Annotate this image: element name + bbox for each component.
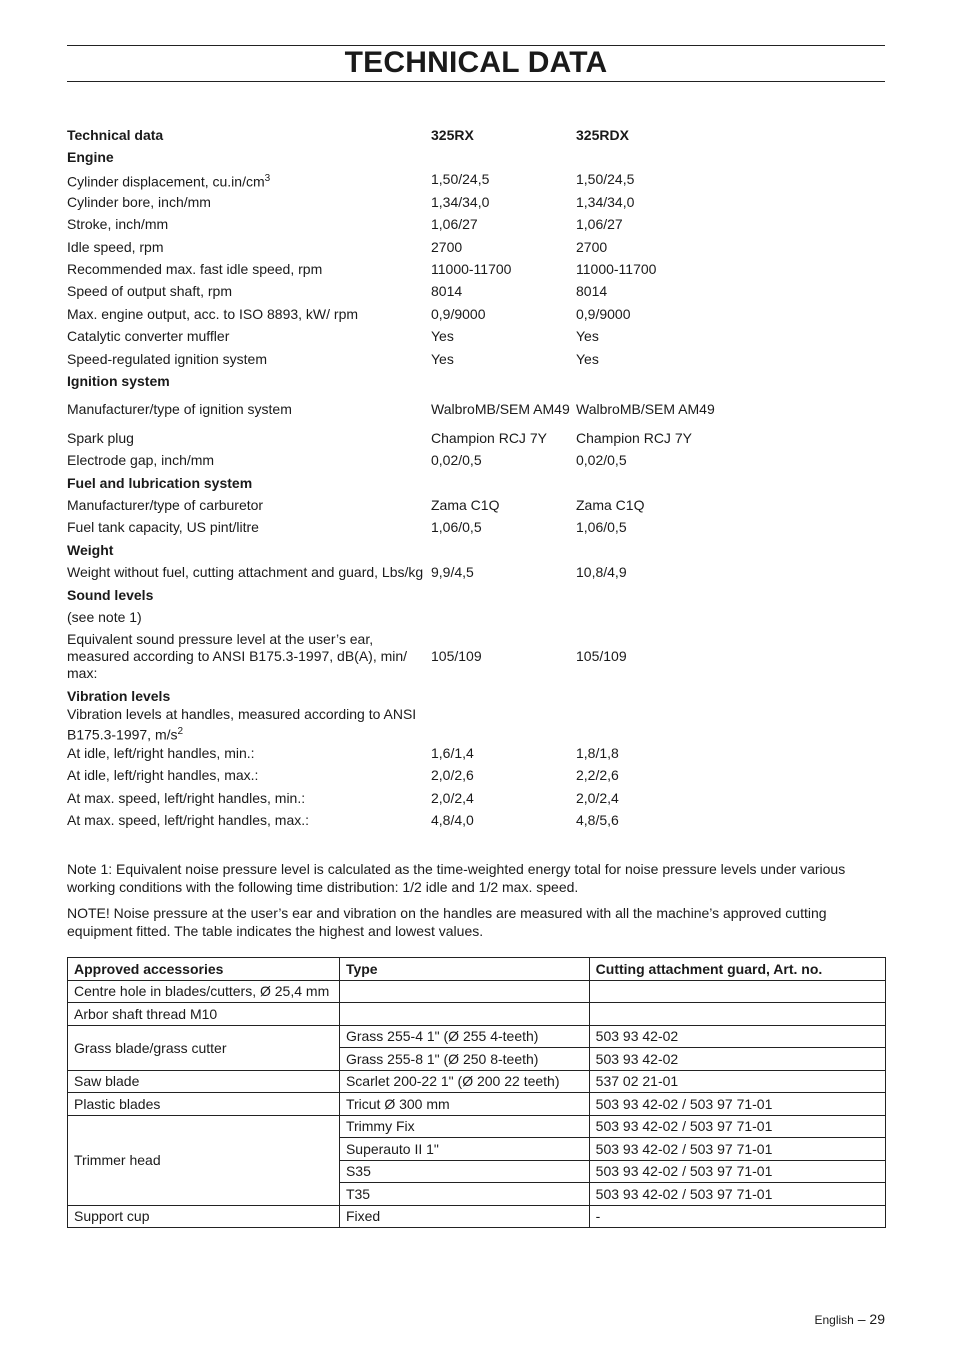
spec-header-row <box>67 124 885 146</box>
accessory-art-no: 503 93 42-02 / 503 97 71-01 <box>589 1183 885 1206</box>
spec-value-325rx: 2,0/2,6 <box>431 767 474 784</box>
spec-value-325rx: WalbroMB/SEM AM49 <box>431 401 570 418</box>
spec-row <box>67 708 885 743</box>
notes-section <box>67 861 885 949</box>
spec-value-325rdx: Yes <box>576 328 599 345</box>
spec-label-main: Speed-regulated ignition system <box>67 350 268 367</box>
spec-label <box>67 742 433 764</box>
spec-label <box>67 393 433 428</box>
spec-row <box>67 348 885 370</box>
spec-label <box>67 809 433 831</box>
spec-label-text <box>67 767 258 784</box>
accessory-type: Trimmy Fix <box>339 1115 589 1138</box>
spec-label-main: Equivalent sound pressure level at the user’s ear, measured according to ANSI B175.3-1997, dB(A), min/ max: <box>67 631 408 682</box>
spec-header-325rdx: 325RDX <box>576 126 629 143</box>
spec-header-label: Technical data <box>67 126 164 143</box>
spec-label-main: Idle speed, rpm <box>67 238 164 255</box>
spec-value-325rdx: 2,2/2,6 <box>576 767 619 784</box>
accessory-name: Grass blade/grass cutter <box>68 1025 340 1070</box>
footer-language: English <box>814 1313 854 1327</box>
spec-value-325rdx: 10,8/4,9 <box>576 564 627 581</box>
spec-label <box>67 517 433 539</box>
spec-label-main: At idle, left/right handles, max.: <box>67 767 259 784</box>
spec-label-text <box>67 497 263 514</box>
spec-label-text <box>67 745 255 762</box>
accessory-name: Support cup <box>68 1205 340 1228</box>
spec-value-325rx: 1,6/1,4 <box>431 744 474 761</box>
spec-row <box>67 236 885 258</box>
spec-label-text <box>67 401 292 418</box>
spec-label-text <box>67 283 232 300</box>
spec-label-superscript: 3 <box>264 172 271 184</box>
spec-row <box>67 517 885 539</box>
spec-section-heading: Fuel and lubrication system <box>67 474 253 491</box>
spec-value-325rx: 2,0/2,4 <box>431 789 474 806</box>
spec-row <box>67 629 885 686</box>
spec-label-text <box>67 261 322 278</box>
spec-value-325rx: Champion RCJ 7Y <box>431 429 547 446</box>
spec-label-text <box>67 519 259 536</box>
spec-label-text <box>67 239 164 256</box>
accessory-art-no: 503 93 42-02 / 503 97 71-01 <box>589 1160 885 1183</box>
spec-label-text <box>67 631 433 682</box>
spec-value-325rx: 0,9/9000 <box>431 305 486 322</box>
spec-label-main: Vibration levels at handles, measured according to ANSI B175.3-1997, m/s <box>67 706 417 743</box>
accessory-type: S35 <box>339 1160 589 1183</box>
spec-row <box>67 764 885 786</box>
accessory-art-no <box>589 980 885 1003</box>
spec-value-325rdx: 0,9/9000 <box>576 305 631 322</box>
spec-value-325rdx: 1,06/0,5 <box>576 519 627 536</box>
spec-label-main: At max. speed, left/right handles, min.: <box>67 789 306 806</box>
note-paragraph: Note 1: Equivalent noise pressure level is calculated as the time-weighted energy total for noise pressure levels under various working conditions with the following time distribution: 1/2 idle and 1/2 max. speed. <box>67 861 846 895</box>
spec-label-main: Weight without fuel, cutting attachment and guard, Lbs/kg <box>67 564 424 581</box>
spec-label-text <box>67 216 168 233</box>
spec-value-325rdx: 1,06/27 <box>576 216 623 233</box>
accessory-name: Saw blade <box>68 1070 340 1093</box>
spec-section-heading: Sound levels <box>67 586 154 603</box>
accessories-header-cell: Approved accessories <box>68 958 340 981</box>
spec-label-main: (see note 1) <box>67 609 142 625</box>
accessories-row <box>68 1070 886 1093</box>
spec-label-text <box>67 194 211 211</box>
spec-label-main: Catalytic converter muffler <box>67 328 230 345</box>
spec-value-325rdx: Champion RCJ 7Y <box>576 429 692 446</box>
spec-label-main: Max. engine output, acc. to ISO 8893, kW/ rpm <box>67 305 359 322</box>
spec-value-325rx: 8014 <box>431 283 463 300</box>
spec-label-main: Fuel tank capacity, US pint/litre <box>67 519 259 536</box>
spec-label-main: Cylinder displacement, cu.in/cm <box>67 173 265 190</box>
spec-value-325rx: 1,34/34,0 <box>431 193 490 210</box>
accessory-type: Superauto II 1" <box>339 1138 589 1161</box>
spec-label <box>67 303 433 325</box>
spec-value-325rx: 1,50/24,5 <box>431 171 490 188</box>
accessory-name: Plastic blades <box>68 1093 340 1116</box>
accessory-name: Arbor shaft thread M10 <box>68 1003 340 1026</box>
spec-label-main: At max. speed, left/right handles, max.: <box>67 811 310 828</box>
spec-value-325rdx: 2700 <box>576 238 608 255</box>
spec-value-325rx: 11000-11700 <box>431 261 512 278</box>
spec-row <box>67 214 885 236</box>
spec-value-325rdx: 8014 <box>576 283 608 300</box>
spec-label <box>67 191 433 213</box>
spec-value-325rdx: 1,50/24,5 <box>576 171 635 188</box>
accessory-art-no: 503 93 42-02 / 503 97 71-01 <box>589 1093 885 1116</box>
spec-label <box>67 169 433 191</box>
accessory-art-no: 537 02 21-01 <box>589 1070 885 1093</box>
spec-label-text <box>67 430 134 447</box>
spec-value-325rx: 105/109 <box>431 648 482 665</box>
accessories-row <box>68 1003 886 1026</box>
accessory-name: Trimmer head <box>68 1115 340 1205</box>
spec-value-325rx: 1,06/27 <box>431 216 478 233</box>
spec-row <box>67 427 885 449</box>
accessory-art-no: 503 93 42-02 <box>589 1025 885 1048</box>
page-title: TECHNICAL DATA <box>344 46 608 79</box>
spec-value-325rdx: 105/109 <box>576 648 627 665</box>
spec-label-main: Manufacturer/type of carburetor <box>67 497 264 514</box>
spec-row <box>67 326 885 348</box>
technical-data-table <box>67 124 885 832</box>
spec-label <box>67 787 433 809</box>
spec-row <box>67 787 885 809</box>
page-footer <box>814 1311 885 1327</box>
spec-row <box>67 809 885 831</box>
spec-row <box>67 562 885 584</box>
spec-value-325rx: 1,06/0,5 <box>431 519 482 536</box>
spec-label-text <box>67 351 267 368</box>
spec-value-325rdx: 0,02/0,5 <box>576 452 627 469</box>
spec-row <box>67 191 885 213</box>
spec-label-text <box>67 812 309 829</box>
spec-section-row <box>67 685 885 707</box>
spec-label <box>67 348 433 370</box>
accessories-row <box>68 1025 886 1048</box>
spec-value-325rdx: 11000-11700 <box>576 261 657 278</box>
spec-row <box>67 450 885 472</box>
spec-section-heading: Ignition system <box>67 372 170 389</box>
spec-value-325rx: Yes <box>431 350 454 367</box>
spec-label <box>67 629 433 686</box>
accessory-art-no: - <box>589 1205 885 1228</box>
title-rule-bottom <box>67 81 885 82</box>
spec-label-text <box>67 306 358 323</box>
accessories-row <box>68 1093 886 1116</box>
spec-section-heading: Engine <box>67 149 114 166</box>
footer-dash: – <box>853 1311 870 1327</box>
accessory-type <box>339 1003 589 1026</box>
spec-label-main: Electrode gap, inch/mm <box>67 452 215 469</box>
spec-section-row <box>67 146 885 168</box>
note-paragraph: NOTE! Noise pressure at the user’s ear and vibration on the handles are measured with all the machine’s approved cutting equipment fitted. The table indicates the highest and lowest values. <box>67 905 827 939</box>
spec-row <box>67 494 885 516</box>
accessory-art-no: 503 93 42-02 / 503 97 71-01 <box>589 1138 885 1161</box>
spec-label <box>67 494 433 516</box>
spec-value-325rdx: WalbroMB/SEM AM49 <box>576 401 715 418</box>
accessory-type: Scarlet 200-22 1" (Ø 200 22 teeth) <box>339 1070 589 1093</box>
spec-value-325rx: 2700 <box>431 238 463 255</box>
spec-label-text <box>67 328 229 345</box>
spec-row <box>67 606 885 628</box>
approved-accessories-table <box>67 957 886 1228</box>
spec-label <box>67 562 442 584</box>
spec-value-325rdx: 2,0/2,4 <box>576 789 619 806</box>
spec-label <box>67 427 433 449</box>
spec-section-row <box>67 472 885 494</box>
spec-label <box>67 214 433 236</box>
spec-row <box>67 169 885 191</box>
spec-label <box>67 450 433 472</box>
spec-label <box>67 606 433 628</box>
spec-value-325rdx: Zama C1Q <box>576 497 645 514</box>
accessories-row <box>68 1115 886 1138</box>
spec-section-row <box>67 370 885 392</box>
spec-label-main: Stroke, inch/mm <box>67 216 169 233</box>
accessories-row <box>68 1205 886 1228</box>
accessory-art-no: 503 93 42-02 / 503 97 71-01 <box>589 1115 885 1138</box>
spec-label-text <box>67 452 214 469</box>
accessory-type: Tricut Ø 300 mm <box>339 1093 589 1116</box>
spec-label <box>67 236 433 258</box>
spec-label-text <box>67 706 433 744</box>
spec-value-325rx: Yes <box>431 328 454 345</box>
accessory-type: T35 <box>339 1183 589 1206</box>
spec-row <box>67 393 885 428</box>
accessory-art-no <box>589 1003 885 1026</box>
spec-section-row <box>67 539 885 561</box>
spec-row <box>67 258 885 280</box>
accessories-header-cell: Type <box>339 958 589 981</box>
spec-row <box>67 303 885 325</box>
spec-label-text <box>67 564 423 581</box>
spec-value-325rx: 0,02/0,5 <box>431 452 482 469</box>
spec-value-325rdx: 1,34/34,0 <box>576 193 635 210</box>
accessories-header-cell: Cutting attachment guard, Art. no. <box>589 958 885 981</box>
spec-header-325rx: 325RX <box>431 126 474 143</box>
accessory-art-no: 503 93 42-02 <box>589 1048 885 1071</box>
spec-label-text <box>67 609 142 626</box>
spec-label-main: At idle, left/right handles, min.: <box>67 744 255 761</box>
spec-value-325rdx: Yes <box>576 350 599 367</box>
accessory-type: Fixed <box>339 1205 589 1228</box>
spec-value-325rdx: 1,8/1,8 <box>576 744 619 761</box>
accessory-type: Grass 255-8 1" (Ø 250 8-teeth) <box>339 1048 589 1071</box>
spec-label-main: Speed of output shaft, rpm <box>67 283 232 300</box>
spec-label <box>67 708 433 743</box>
accessory-type <box>339 980 589 1003</box>
spec-section-heading: Weight <box>67 541 114 558</box>
page-number: 29 <box>869 1311 885 1327</box>
spec-label-text <box>67 170 270 191</box>
spec-label-main: Recommended max. fast idle speed, rpm <box>67 261 323 278</box>
spec-label-superscript: 2 <box>177 726 184 738</box>
spec-label <box>67 258 433 280</box>
accessories-header-row <box>68 958 886 981</box>
spec-section-row <box>67 584 885 606</box>
spec-value-325rx: Zama C1Q <box>431 497 500 514</box>
spec-label-main: Spark plug <box>67 429 134 446</box>
spec-value-325rx: 4,8/4,0 <box>431 811 474 828</box>
accessory-name: Centre hole in blades/cutters, Ø 25,4 mm <box>68 980 340 1003</box>
spec-row <box>67 742 885 764</box>
spec-row <box>67 281 885 303</box>
spec-label-text <box>67 790 305 807</box>
spec-label <box>67 281 433 303</box>
spec-value-325rdx: 4,8/5,6 <box>576 811 619 828</box>
accessories-row <box>68 980 886 1003</box>
accessory-type: Grass 255-4 1" (Ø 255 4-teeth) <box>339 1025 589 1048</box>
spec-label <box>67 326 433 348</box>
spec-label-main: Cylinder bore, inch/mm <box>67 193 211 210</box>
spec-label <box>67 764 433 786</box>
spec-section-heading: Vibration levels <box>67 687 171 704</box>
spec-value-325rx: 9,9/4,5 <box>431 564 474 581</box>
spec-label-main: Manufacturer/type of ignition system <box>67 401 292 418</box>
